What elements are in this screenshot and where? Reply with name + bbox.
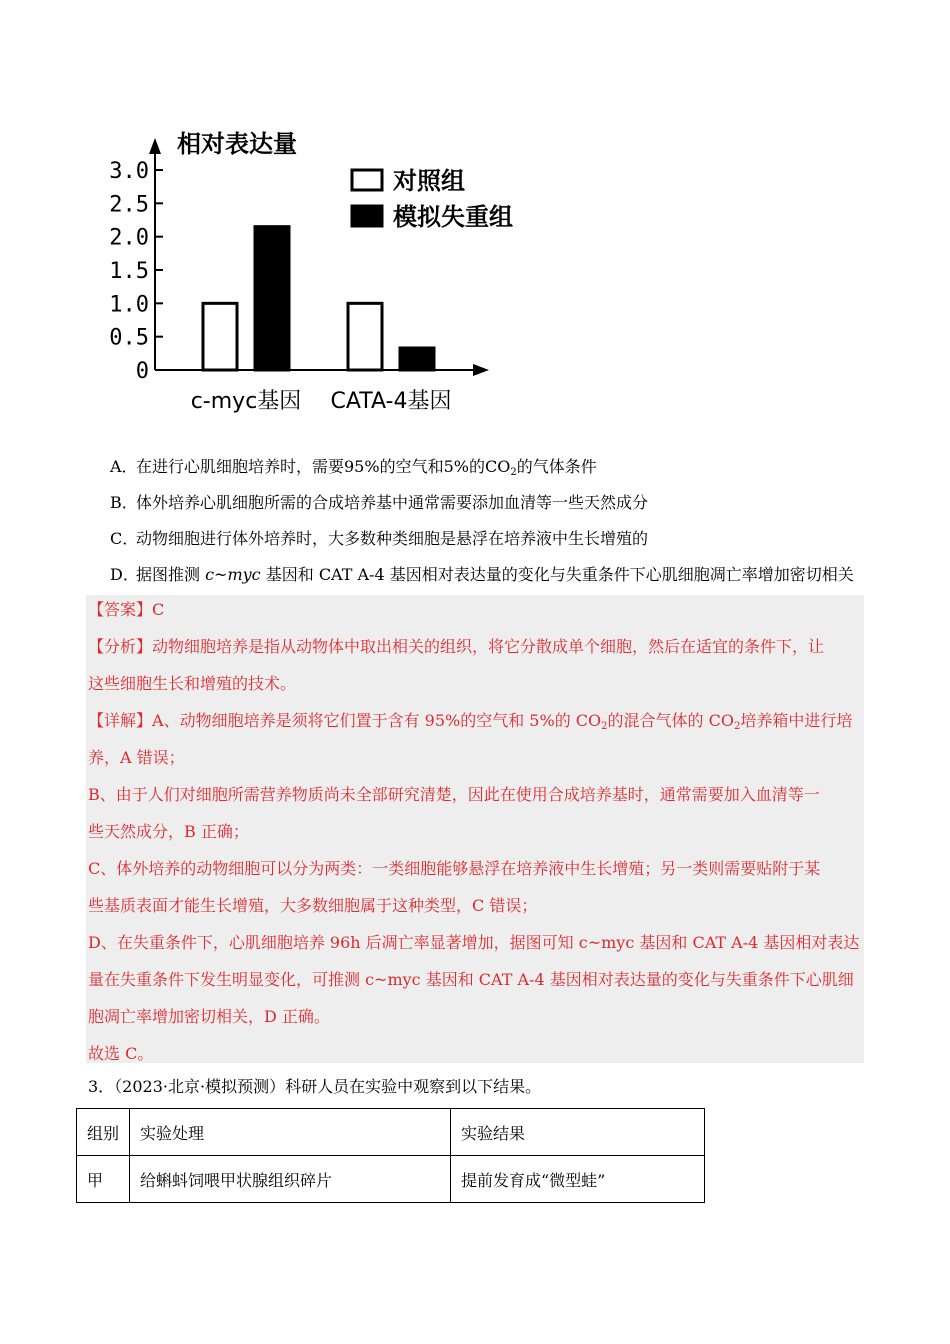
detail-d-line-2: 量在失重条件下发生明显变化，可推测 c~myc 基因和 CAT A-4 基因相对表达量的变化与失重条件下心肌细 <box>88 970 854 989</box>
table-header-row <box>77 1109 705 1156</box>
legend-label: 对照组 <box>393 167 465 195</box>
x-axis-arrow <box>473 364 489 376</box>
bar-chart <box>95 120 555 420</box>
legend-label: 模拟失重组 <box>393 203 513 231</box>
detail-line-2: 养，A 错误； <box>88 748 185 767</box>
y-tick-label: 1.0 <box>109 292 149 318</box>
analysis-line-2: 这些细胞生长和增殖的技术。 <box>88 674 297 693</box>
table-cell: 提前发育成“微型蛙” <box>451 1156 705 1203</box>
option-a: A．在进行心肌细胞培养时，需要95%的空气和5%的$CO_2$的气体条件 <box>110 457 597 478</box>
option-letter: B． <box>110 493 138 512</box>
detail-c-line-1: C、体外培养的动物细胞可以分为两类：一类细胞能够悬浮在培养液中生长增殖；另一类则需要贴附于某 <box>88 859 821 878</box>
detail-b-line-2: 些天然成分，B 正确； <box>88 822 249 841</box>
table-header-cell: 实验处理 <box>130 1109 451 1156</box>
legend-swatch <box>352 206 382 226</box>
question-3-table <box>76 1108 705 1203</box>
y-tick-label: 3.0 <box>109 159 149 184</box>
table-cell: 甲 <box>77 1156 130 1203</box>
option-c: C．动物细胞进行体外培养时，大多数种类细胞是悬浮在培养液中生长增殖的 <box>110 529 649 548</box>
bar <box>255 227 289 370</box>
bar <box>400 348 434 370</box>
bars <box>191 227 452 414</box>
answer-line: 【答案】C <box>88 600 165 619</box>
x-tick-label: c-myc基因 <box>190 389 302 414</box>
detail-line-1: 【详解】A、动物细胞培养是须将它们置于含有 95%的空气和 5%的 $CO_2$的混合气体的 $CO_2$培养箱中进行培 <box>88 711 853 732</box>
option-letter: D． <box>110 565 139 584</box>
y-tick-label: 1.5 <box>109 259 149 284</box>
y-tick-label: 0.5 <box>109 325 149 351</box>
y-axis-arrow <box>149 138 161 154</box>
detail-b-line-1: B、由于人们对细胞所需营养物质尚未全部研究清楚，因此在使用合成培养基时，通常需要加入血清等一 <box>88 785 820 804</box>
y-tick-label: 2.5 <box>109 192 149 218</box>
option-d: D．据图推测 c~myc 基因和 CAT A-4 基因相对表达量的变化与失重条件下心肌细胞凋亡率增加密切相关 <box>110 565 854 584</box>
table-header-cell: 组别 <box>77 1109 130 1156</box>
analysis-line-1: 【分析】动物细胞培养是指从动物体中取出相关的组织，将它分散成单个细胞，然后在适宜的条件下，让 <box>88 637 825 656</box>
table-header-cell: 实验结果 <box>451 1109 705 1156</box>
y-tick-label: 2.0 <box>109 225 149 251</box>
legend-swatch <box>352 170 382 190</box>
legend <box>352 167 513 231</box>
bar <box>203 303 237 370</box>
option-letter: A． <box>110 457 138 476</box>
detail-d-line-1: D、在失重条件下，心肌细胞培养 96h 后凋亡率显著增加，据图可知 c~myc 基因和 CAT A-4 基因相对表达 <box>88 933 860 952</box>
option-letter: C． <box>110 529 139 548</box>
y-axis-title: 相对表达量 <box>177 130 297 158</box>
option-b: B．体外培养心肌细胞所需的合成培养基中通常需要添加血清等一些天然成分 <box>110 493 649 512</box>
y-tick-label: 0 <box>135 359 149 384</box>
detail-c-line-2: 些基质表面才能生长增殖，大多数细胞属于这种类型，C 错误； <box>88 896 538 915</box>
table-row <box>77 1156 705 1203</box>
x-tick-label: CATA-4基因 <box>330 389 452 414</box>
table-cell: 给蝌蚪饲喂甲状腺组织碎片 <box>130 1156 451 1203</box>
detail-d-line-3: 胞凋亡率增加密切相关，D 正确。 <box>88 1007 330 1026</box>
bar <box>348 303 382 370</box>
conclusion-line: 故选 C。 <box>88 1044 154 1063</box>
question-3-stem: 3．（2023·北京·模拟预测）科研人员在实验中观察到以下结果。 <box>88 1077 542 1096</box>
